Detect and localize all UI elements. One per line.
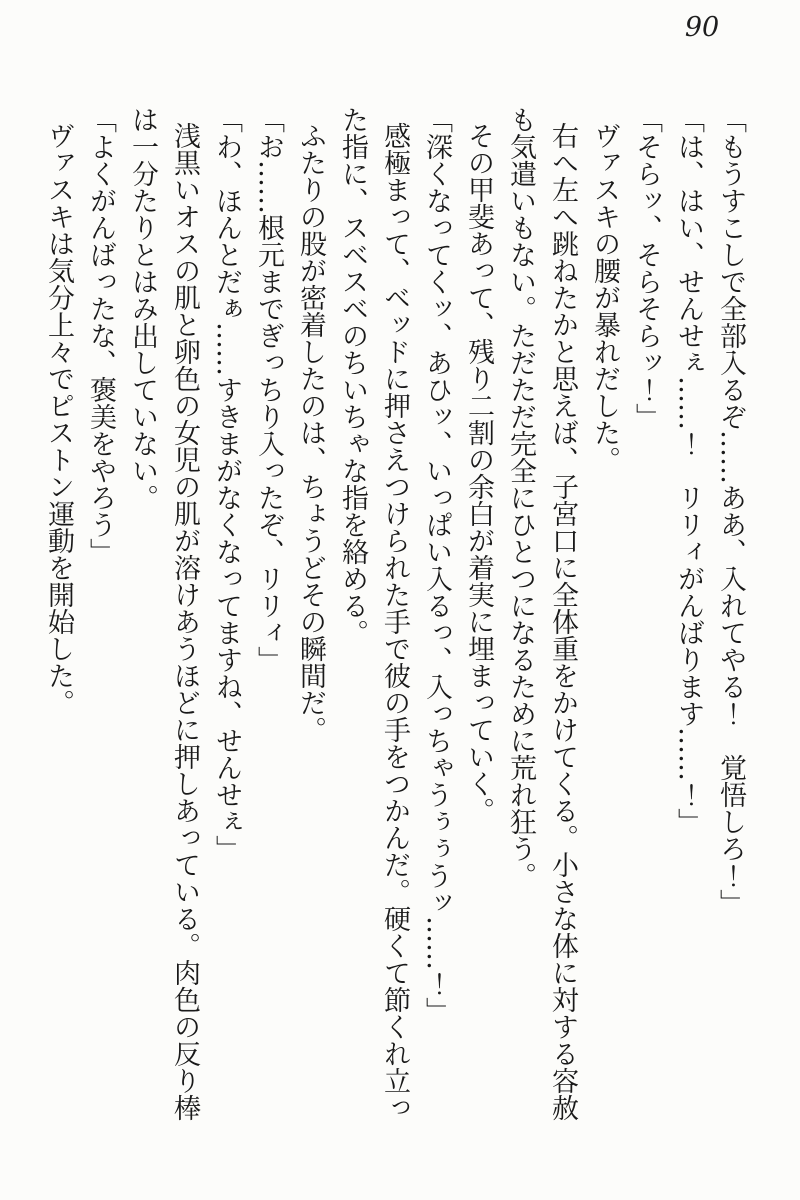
text-line: 右へ左へ跳ねたかと思えば、子宮口に全体重をかけてくる。小さな体に対する容赦: [547, 122, 578, 1122]
text-line: も気遣いもない。ただただ完全にひとつになるために荒れ狂う。: [505, 106, 536, 889]
page-text: [37, 106, 751, 1122]
text-line: 「お……根元までぎっちり入ったぞ、リリィ」: [253, 106, 284, 673]
text-line: 「わ、ほんとだぁ……すきまがなくなってますね、せんせぇ」: [211, 106, 242, 862]
text-line: ヴァスキは気分上々でピストン運動を開始した。: [43, 122, 74, 717]
text-line: 「よくがんばったな、褒美をやろう」: [85, 106, 116, 565]
text-line: 「もうすこしで全部入るぞ……ああ、入れてやる！ 覚悟しろ！」: [715, 106, 746, 916]
text-line: た指に、スベスベのちいちゃな指を絡める。: [337, 106, 368, 646]
page-number: 90: [684, 12, 720, 43]
text-line: ヴァスキの腰が暴れだした。: [589, 122, 620, 474]
text-line: ふたりの股が密着したのは、ちょうどその瞬間だ。: [295, 122, 326, 744]
text-line: その甲斐あって、残り二割の余白が着実に埋まっていく。: [463, 122, 494, 825]
text-line: 感極まって、ベッドに押さえつけられた手で彼の手をつかんだ。硬くて節くれ立っ: [379, 122, 410, 1122]
text-line: 「は、はい、せんせぇ……！ リリィがんばります……！」: [673, 106, 704, 835]
text-line: 「そらッ、そらそらッ！」: [631, 106, 662, 430]
text-line: は一分たりとはみ出していない。: [127, 106, 158, 511]
text-line: 「深くなってくッ、あひッ、いっぱい入るっ、入っちゃうぅぅうッ……！」: [421, 106, 452, 1024]
text-line: 浅黒いオスの肌と卵色の女児の肌が溶けあうほどに押しあっている。肉色の反り棒: [169, 122, 200, 1122]
